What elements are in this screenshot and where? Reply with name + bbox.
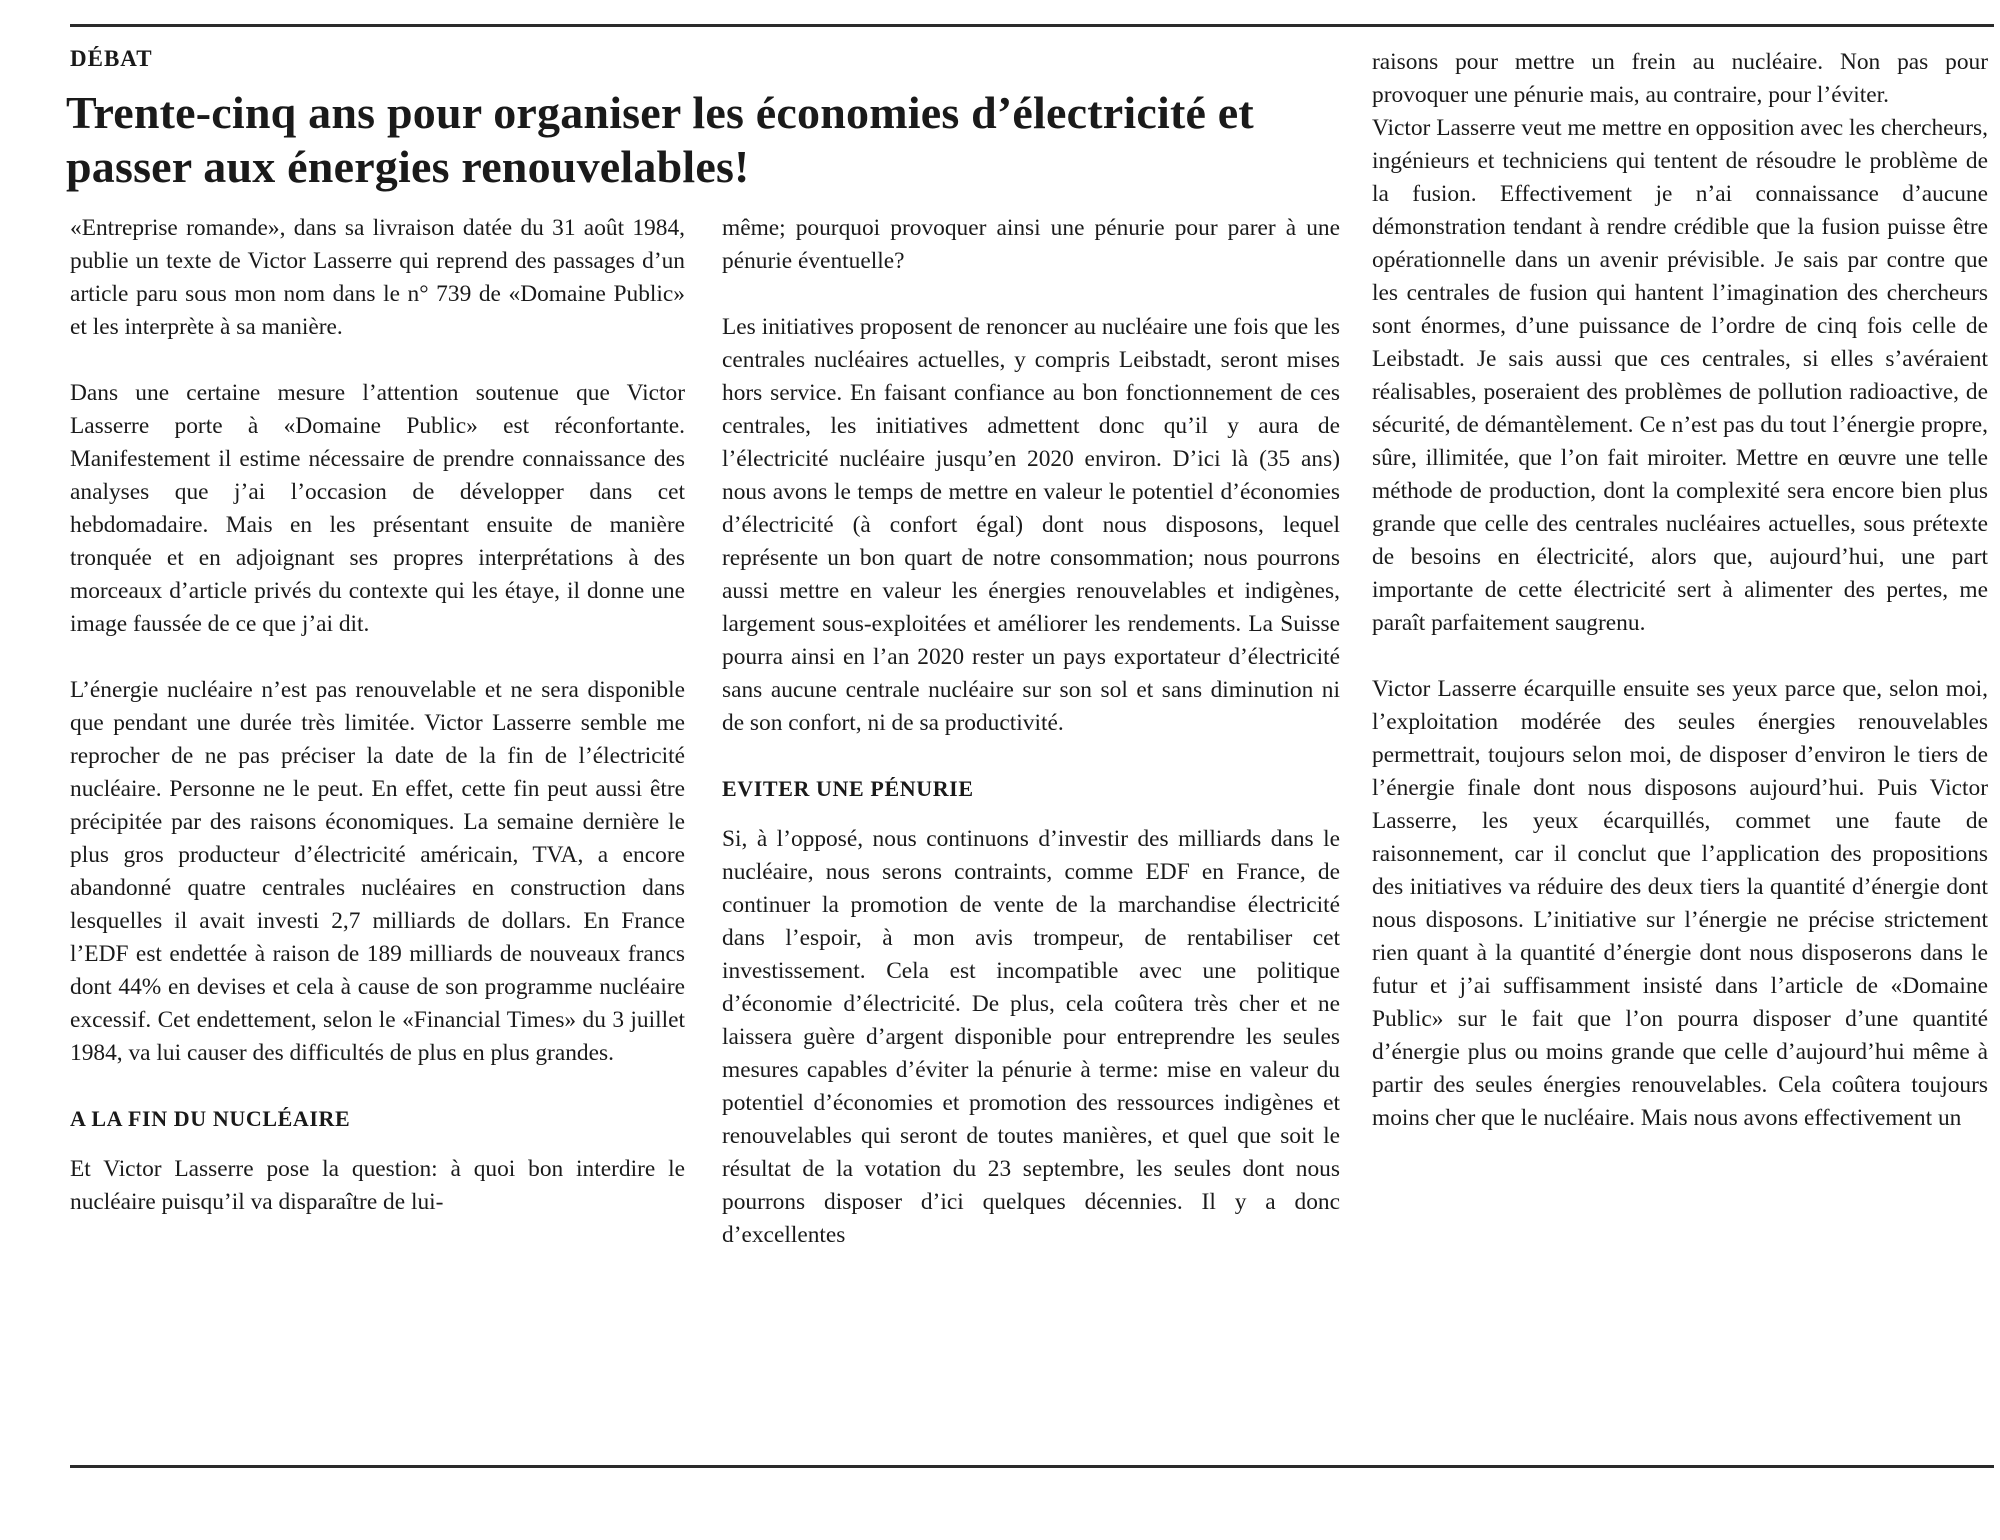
paragraph: Dans une certaine mesure l’attention soutenue que Victor Lasserre porte à «Domaine Public» est réconfortante. Manifestement il estime nécessaire de prendre connaissance des analyses que j’ai l’occasion de développer dans cet hebdomadaire. Mais en les présentant ensuite de manière tronquée et en adjoignant ses propres interprétations à des morceaux d’article privés du contexte qui les étaye, il donne une image faussée de ce que j’ai dit. [70,380,685,637]
paragraph: L’énergie nucléaire n’est pas renouvelable et ne sera disponible que pendant une durée très limitée. Victor Lasserre semble me reprocher de ne pas préciser la date de la fin de l’électricité nucléaire. Personne ne le peut. En effet, cette fin peut aussi être précipitée par des raisons économiques. La semaine dernière le plus gros producteur d’électricité américain, TVA, a encore abandonné quatre centrales nucléaires en construction dans lesquelles il avait investi 2,7 milliards de dollars. En France l’EDF est endettée à raison de 189 milliards de nouveaux francs dont 44% en devises et cela à cause de son programme nucléaire excessif. Cet endettement, selon le «Financial Times» du 3 juillet 1984, va lui causer des difficultés de plus en plus grandes. [70,677,685,1066]
top-rule [70,24,1994,27]
paragraph: Et Victor Lasserre pose la question: à quoi bon interdire le nucléaire puisqu’il va disparaître de lui- [70,1156,685,1215]
paragraph: «Entreprise romande», dans sa livraison datée du 31 août 1984, publie un texte de Victor Lasserre qui reprend des passages d’un article paru sous mon nom dans le n° 739 de «Domaine Public» et les interprète à sa manière. [70,215,685,340]
text-column-3 [1372,46,1988,1135]
section-kicker: DÉBAT [70,46,153,71]
text-column-1 [70,212,685,1219]
paragraph: Victor Lasserre veut me mettre en opposition avec les chercheurs, ingénieurs et techniciens qui tentent de résoudre le problème de la fusion. Effectivement je n’ai connaissance d’aucune démonstration tendant à rendre crédible que la fusion puisse être opérationnelle dans un avenir prévisible. Je sais par contre que les centrales de fusion qui hantent l’imagination des chercheurs sont énormes, d’une puissance de l’ordre de cinq fois celle de Leibstadt. Je sais aussi que ces centrales, si elles s’avéraient réalisables, poseraient des problèmes de pollution radioactive, de sécurité, de démantèlement. Ce n’est pas du tout l’énergie propre, sûre, illimitée, que l’on fait miroiter. Mettre en œuvre une telle méthode de production, dont la complexité sera encore bien plus grande que celle des centrales nucléaires actuelles, sous prétexte de besoins en électricité, alors que, aujourd’hui, une part importante de cette électricité sert à alimenter des pertes, me paraît parfaitement saugrenu. [1372,115,1988,636]
paragraph: Victor Lasserre écarquille ensuite ses yeux parce que, selon moi, l’exploitation modérée des seules énergies renouvelables permettrait, toujours selon moi, de disposer d’environ le tiers de l’énergie finale dont nous disposons aujourd’hui. Puis Victor Lasserre, les yeux écarquillés, commet une faute de raisonnement, car il conclut que l’application des propositions des initiatives va réduire des deux tiers la quantité d’énergie dont nous disposons. L’initiative sur l’énergie ne précise strictement rien quant à la quantité d’énergie dont nous disposerons dans le futur et j’ai suffisamment insisté dans l’article de «Domaine Public» sur le fait que l’on pourra disposer d’une quantité d’énergie plus ou moins grande que celle d’aujourd’hui même à partir des seules énergies renouvelables. Cela coûtera toujours moins cher que le nucléaire. Mais nous avons effectivement un [1372,676,1988,1131]
paragraph: Les initiatives proposent de renoncer au nucléaire une fois que les centrales nucléaires actuelles, y compris Leibstadt, seront mises hors service. En faisant confiance au bon fonctionnement de ces centrales, les initiatives admettent donc qu’il y aura de l’électricité nucléaire jusqu’en 2020 environ. D’ici là (35 ans) nous avons le temps de mettre en valeur le potentiel d’économies d’électricité (à confort égal) dont nous disposons, lequel représente un bon quart de notre consommation; nous pourrons aussi mettre en valeur les énergies renouvelables et indigènes, largement sous-exploitées et améliorer les rendements. La Suisse pourra ainsi en l’an 2020 rester un pays exportateur d’électricité sans aucune centrale nucléaire sur son sol et sans diminution ni de son confort, ni de sa productivité. [722,314,1340,736]
subheading-eviter-penurie: EVITER UNE PÉNURIE [722,776,974,801]
text-column-2 [722,212,1340,1252]
paragraph: même; pourquoi provoquer ainsi une pénurie pour parer à une pénurie éventuelle? [722,215,1340,274]
article-headline: Trente-cinq ans pour organiser les économies d’électricité et passer aux énergies renouvelables! [66,87,1254,192]
bottom-rule [70,1465,1994,1468]
subheading-fin-du-nucleaire: A LA FIN DU NUCLÉAIRE [70,1106,351,1131]
paragraph: Si, à l’opposé, nous continuons d’investir des milliards dans le nucléaire, nous serons contraints, comme EDF en France, de continuer la promotion de vente de la marchandise électricité dans l’espoir, à mon avis trompeur, de rentabiliser cet investissement. Cela est incompatible avec une politique d’économie d’électricité. De plus, cela coûtera très cher et ne laissera guère d’argent disponible pour entreprendre les seules mesures capables d’éviter la pénurie à terme: mise en valeur du potentiel d’économies et promotion des ressources indigènes et renouvelables qui seront de toutes manières, et quel que soit le résultat de la votation du 23 septembre, les seules dont nous pourrons disposer d’ici quelques décennies. Il y a donc d’excellentes [722,826,1340,1248]
paragraph: raisons pour mettre un frein au nucléaire. Non pas pour provoquer une pénurie mais, au contraire, pour l’éviter. [1372,49,1988,108]
